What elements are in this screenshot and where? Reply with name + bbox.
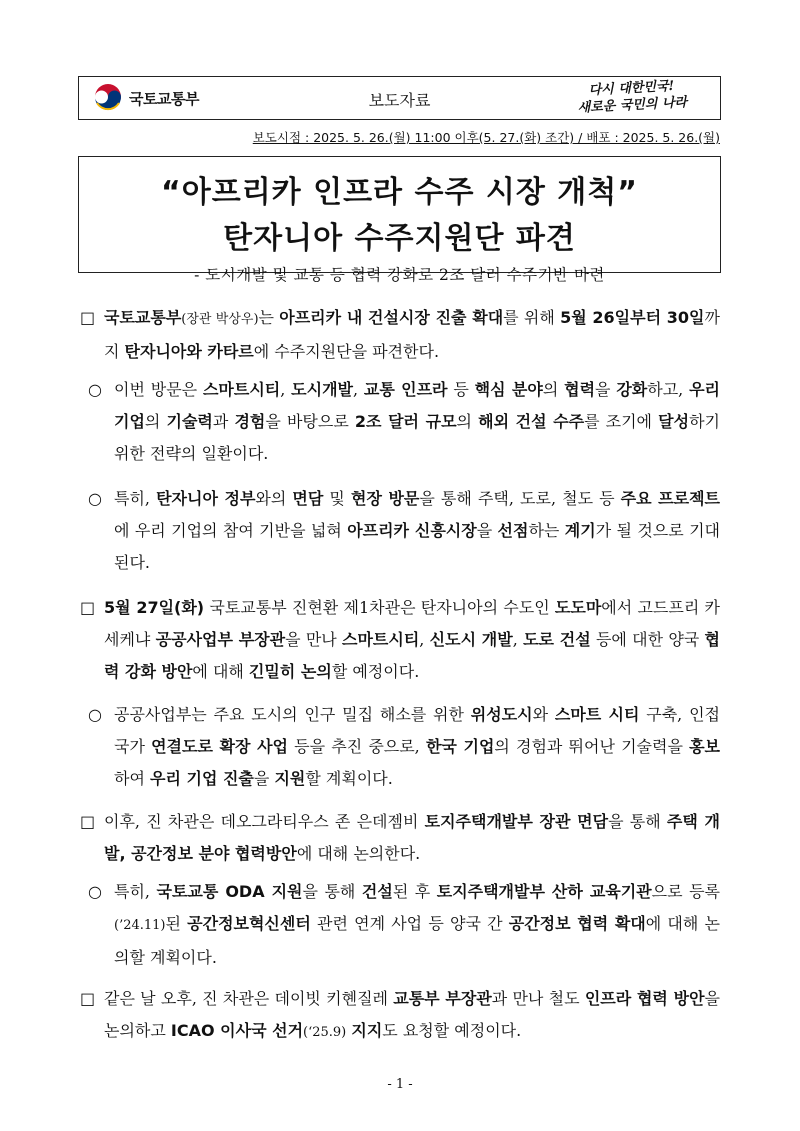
slogan <box>551 76 713 122</box>
p1-minister: (장관 박상우) <box>181 312 259 327</box>
circle-bullet: ○ <box>88 489 102 508</box>
paragraph-8: □ 같은 날 오후, 진 차관은 데이빗 키혠질레 교통부 부장관과 만나 철도 인프라 협력 방안을 논의하고 ICAO 이사국 선거(‘25.9) 지지도 요청할 예정이다. <box>80 983 720 1049</box>
circle-bullet: ○ <box>88 882 102 901</box>
paragraph-5: ○ 공공사업부는 주요 도시의 인구 밀집 해소를 위한 위성도시와 스마트 시티 구축, 인접 국가 연결도로 확장 사업 등을 추진 중으로, 한국 기업의 경험과 뛰어난 기술력을 홍보하여 우리 기업 진출을 지원할 계획이다. <box>88 699 720 795</box>
slogan-line2: 새로운 국민의 나라 <box>577 95 688 116</box>
square-bullet: □ <box>80 598 96 617</box>
header-box <box>78 76 721 120</box>
title-line2: 탄자니아 수주지원단 파견 <box>223 221 576 256</box>
release-info: 보도시점 : 2025. 5. 26.(월) 11:00 이후(5. 27.(화) 조간) / 배포 : 2025. 5. 26.(월) <box>252 130 720 145</box>
circle-bullet: ○ <box>88 380 102 399</box>
square-bullet: □ <box>80 989 96 1008</box>
paragraph-6: □ 이후, 진 차관은 데오그라티우스 존 은데젬비 토지주택개발부 장관 면담을 통해 주택 개발, 공간정보 분야 협력방안에 대해 논의한다. <box>80 806 720 870</box>
circle-bullet: ○ <box>88 705 102 724</box>
paragraph-2: ○ 이번 방문은 스마트시티, 도시개발, 교통 인프라 등 핵심 분야의 협력을 강화하고, 우리 기업의 기술력과 경험을 바탕으로 2조 달러 규모의 해외 건설 수주를 조기에 달성하기 위한 전략의 일환이다. <box>88 374 720 470</box>
slogan-line1: 다시 대한민국! <box>588 78 675 99</box>
title-line1: “아프리카 인프라 수주 시장 개척” <box>161 175 638 210</box>
doc-type-label: 보도자료 <box>368 91 431 110</box>
paragraph-4: □ 5월 27일(화) 국토교통부 진현환 제1차관은 탄자니아의 수도인 도도마에서 고드프리 카세케냐 공공사업부 부장관을 만나 스마트시티, 신도시 개발, 도로 건설 등에 대한 양국 협력 강화 방안에 대해 긴밀히 논의할 예정이다. <box>80 592 720 688</box>
ministry-name: 국토교통부 <box>129 89 199 108</box>
p1-ministry: 국토교통부 <box>104 308 182 327</box>
subtitle: - 도시개발 및 교통 등 협력 강화로 2조 달러 수주기반 마련 <box>194 266 605 284</box>
paragraph-7: ○ 특히, 국토교통 ODA 지원을 통해 건설된 후 토지주택개발부 산하 교육기관으로 등록(’24.11)된 공간정보혁신센터 관련 연계 사업 등 양국 간 공간정보 협력 확대에 대해 논의할 계획이다. <box>88 876 720 974</box>
page-number: - 1 - <box>387 1077 413 1092</box>
paragraph-1: □ 국토교통부(장관 박상우)는 아프리카 내 건설시장 진출 확대를 위해 5월 26일부터 30일까지 탄자니아와 카타르에 수주지원단을 파견한다. <box>80 302 720 368</box>
square-bullet: □ <box>80 308 96 327</box>
square-bullet: □ <box>80 812 96 831</box>
title-box <box>78 156 721 284</box>
paragraph-3: ○ 특히, 탄자니아 정부와의 면담 및 현장 방문을 통해 주택, 도로, 철도 등 주요 프로젝트에 우리 기업의 참여 기반을 넓혀 아프리카 신흥시장을 선점하는 계기가 될 것으로 기대된다. <box>88 483 720 579</box>
